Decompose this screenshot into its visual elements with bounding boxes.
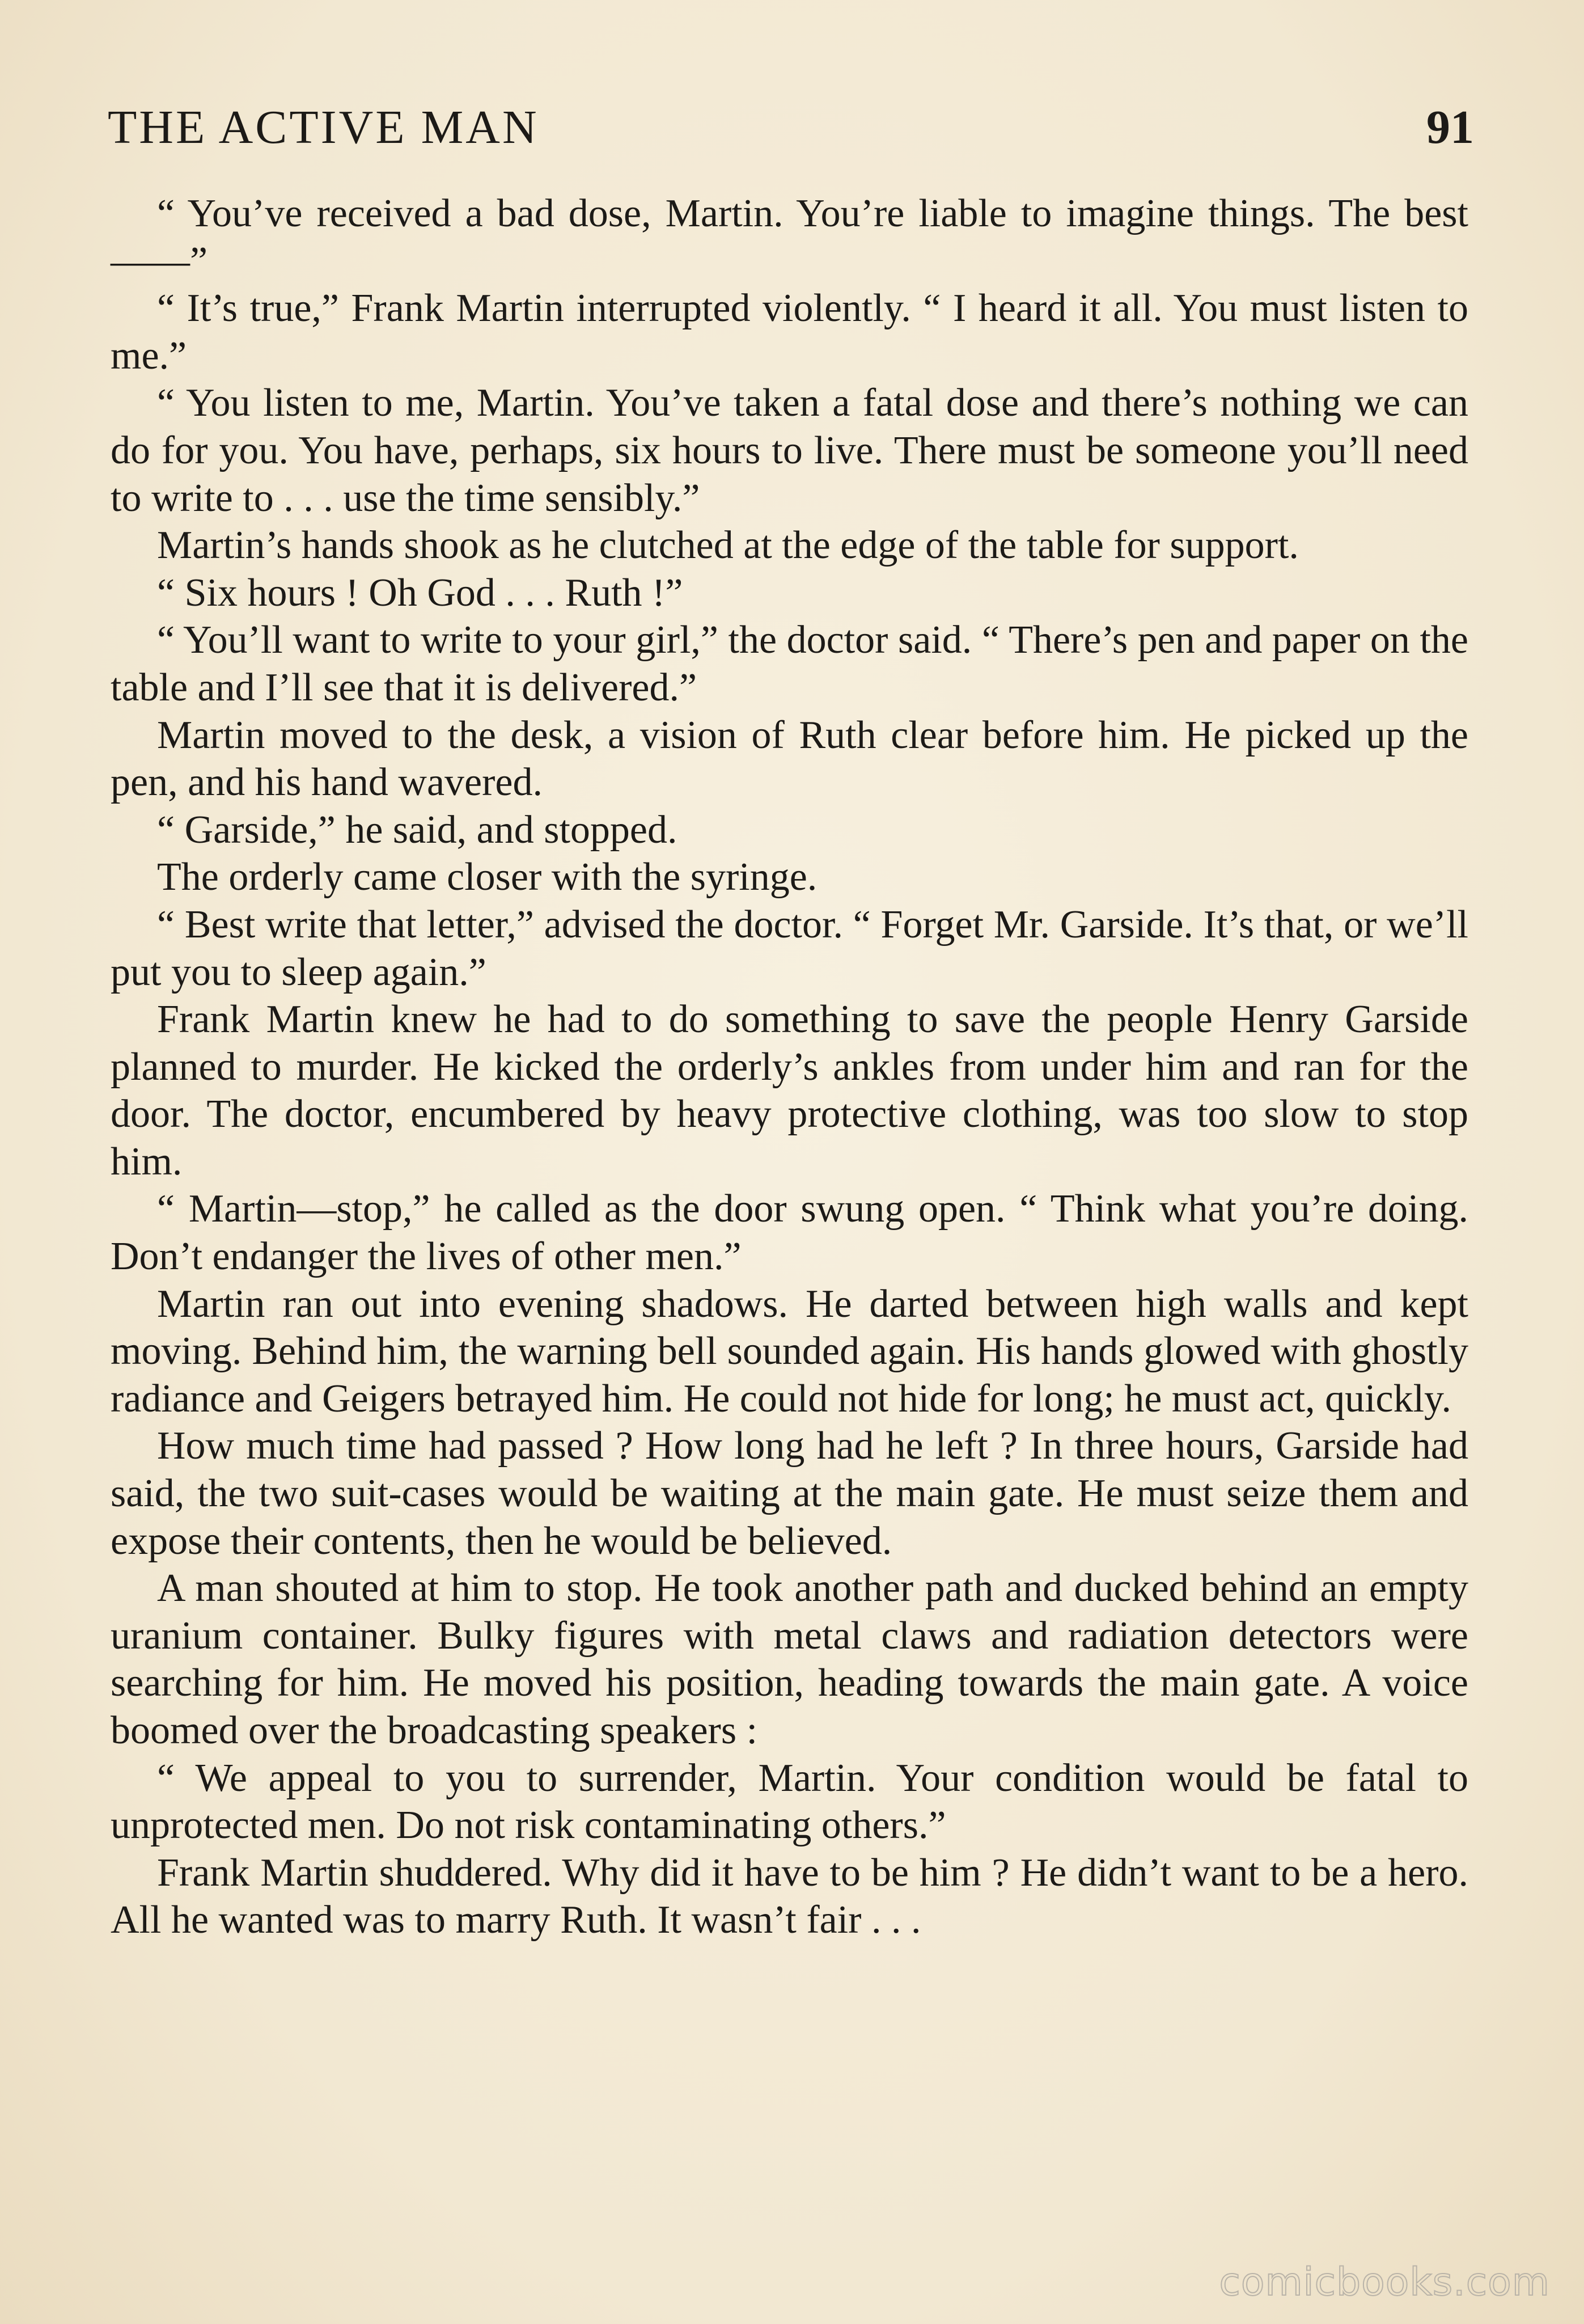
page-number: 91 bbox=[1426, 101, 1474, 154]
paragraph: “ Garside,” he said, and stopped. bbox=[157, 808, 677, 852]
paragraph: “ You listen to me, Martin. You’ve taken a fatal dose and there’s nothing we can do for you. You have, perhaps, six hours to live. There must be someone you’ll need to write to . . . use the time sensibly.” bbox=[111, 381, 1468, 520]
paragraph: Frank Martin knew he had to do something to save the people Henry Garside planned to murder. He kicked the orderly’s ankles from under him and ran for the door. The doctor, encumbered by heavy protective clothing, was too slow to stop him. bbox=[111, 998, 1468, 1184]
paragraph: A man shouted at him to stop. He took another path and ducked behind an empty uranium container. Bulky figures with metal claws and radiation detectors were searching for him. He moved his position, heading towards the main gate. A voice boomed over the broadcasting speakers : bbox=[111, 1566, 1468, 1752]
paragraph: “ Best write that letter,” advised the doctor. “ Forget Mr. Garside. It’s that, or we’ll put you to sleep again.” bbox=[111, 902, 1468, 994]
paragraph: Martin moved to the desk, a vision of Ruth clear before him. He picked up the pen, and his hand wavered. bbox=[111, 713, 1468, 805]
paragraph: “ It’s true,” Frank Martin interrupted violently. “ I heard it all. You must listen to me.” bbox=[111, 286, 1468, 378]
paragraph: “ You’ve received a bad dose, Martin. You’re liable to imagine things. The best——” bbox=[111, 192, 1468, 283]
paragraph: “ You’ll want to write to your girl,” the doctor said. “ There’s pen and paper on the table and I’ll see that it is delivered.” bbox=[111, 618, 1468, 709]
paragraph: “ We appeal to you to surrender, Martin. Your condition would be fatal to unprotected men. Do not risk contaminating others.” bbox=[111, 1756, 1468, 1848]
paragraph: “ Six hours ! Oh God . . . Ruth !” bbox=[157, 571, 683, 615]
paragraph: Martin’s hands shook as he clutched at the edge of the table for support. bbox=[157, 523, 1299, 568]
running-header bbox=[108, 94, 1474, 162]
running-title: THE ACTIVE MAN bbox=[108, 101, 539, 154]
body-text bbox=[111, 190, 1468, 1944]
paragraph: The orderly came closer with the syringe. bbox=[157, 855, 818, 899]
paragraph: Frank Martin shuddered. Why did it have to be him ? He didn’t want to be a hero. All he wanted was to marry Ruth. It wasn’t fair . . . bbox=[111, 1850, 1468, 1942]
paragraph: Martin ran out into evening shadows. He darted between high walls and kept moving. Behind him, the warning bell sounded again. His hands glowed with ghostly radiance and Geigers betrayed him. He could not hide for long; he must act, quickly. bbox=[111, 1282, 1468, 1421]
paragraph: How much time had passed ? How long had he left ? In three hours, Garside had said, the two suit-cases would be waiting at the main gate. He must seize them and expose their contents, then he would be believed. bbox=[111, 1424, 1468, 1563]
watermark: comicbooks.com bbox=[1219, 2260, 1550, 2305]
paragraph: “ Martin—stop,” he called as the door swung open. “ Think what you’re doing. Don’t endanger the lives of other men.” bbox=[111, 1187, 1468, 1279]
